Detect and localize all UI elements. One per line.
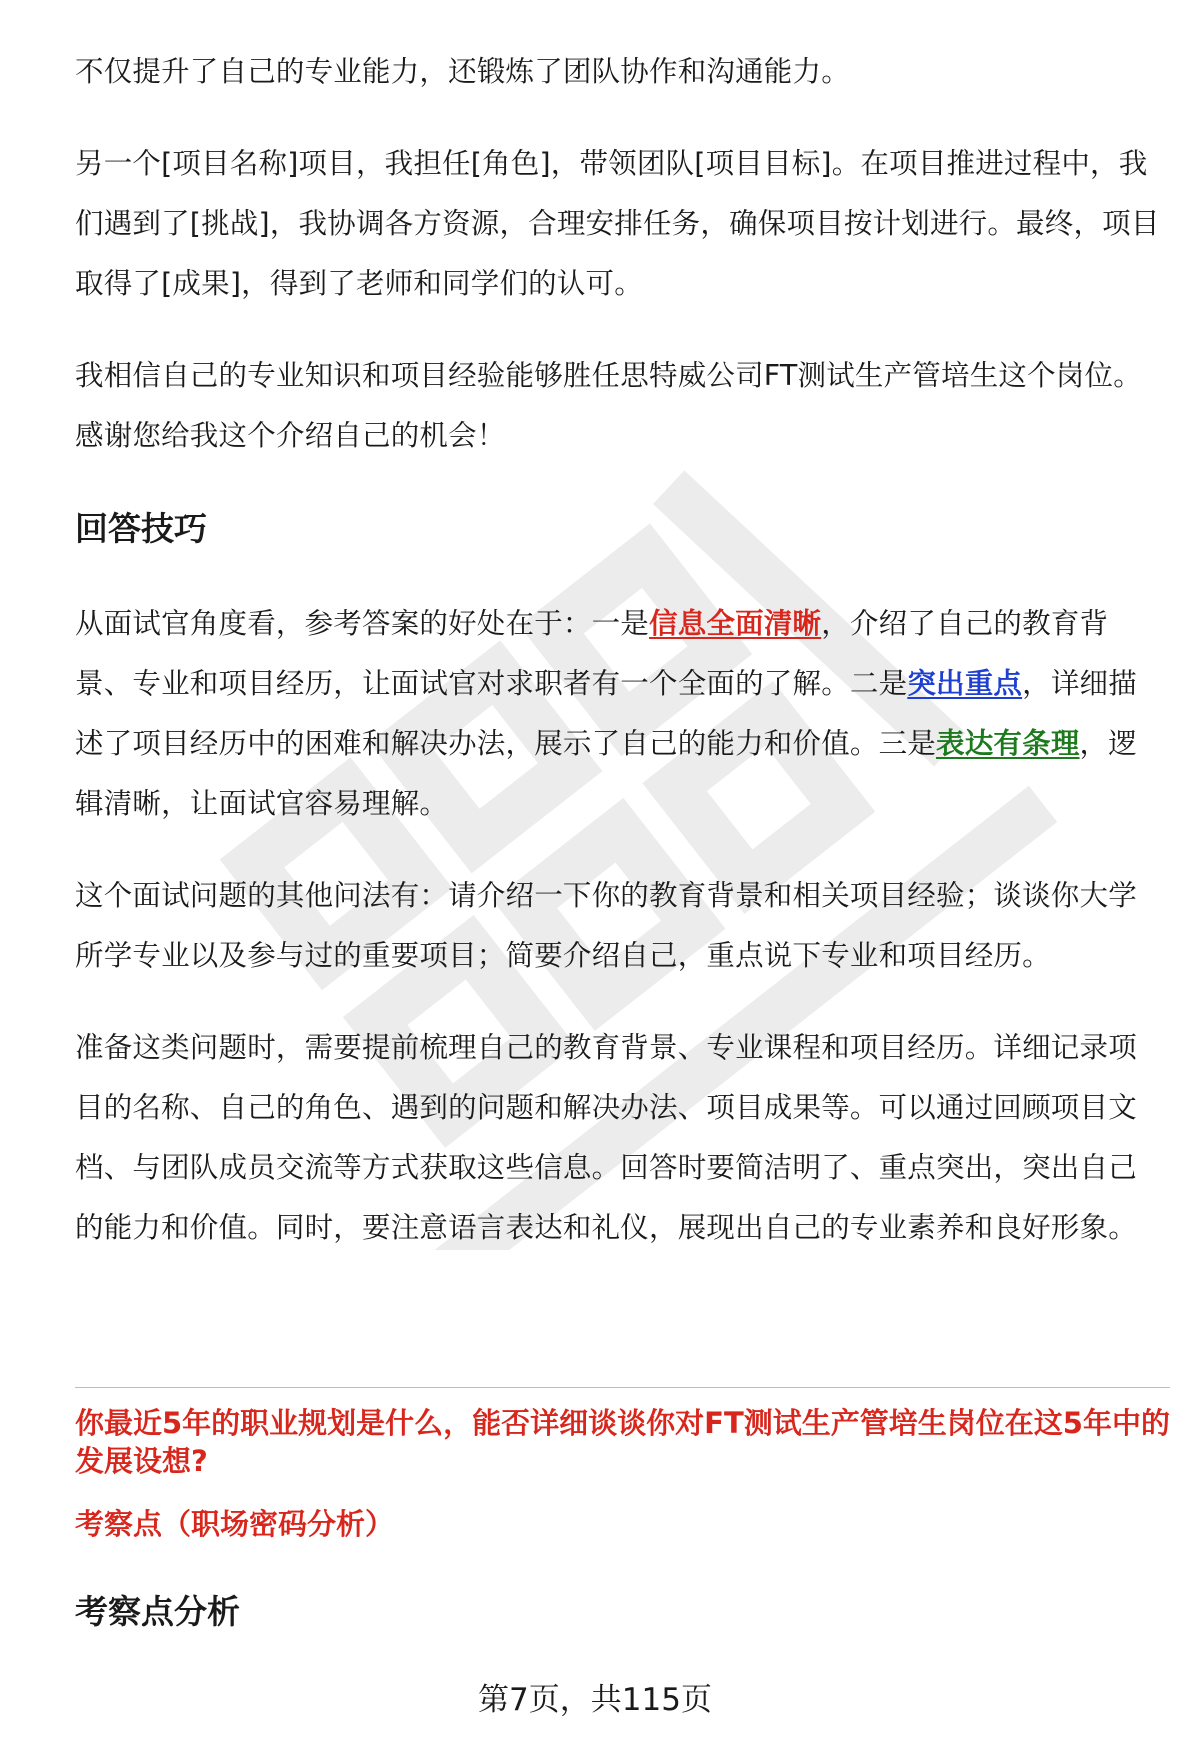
assessment-analysis-heading: 考察点分析 bbox=[75, 1592, 240, 1631]
preparation-paragraph: 准备这类问题时，需要提前梳理自己的教育背景、专业课程和项目经历。详细记录项目的名称、自己的角色、遇到的问题和解决办法、项目成果等。可以通过回顾项目文档、与团队成员交流等方式获取这些信息。回答时要简洁明了、重点突出，突出自己的能力和价值。同时，要注意语言表达和礼仪，展现出自己的专业素养和良好形象。 bbox=[75, 1031, 1137, 1244]
page-number: 第7页，共115页 bbox=[478, 1682, 712, 1718]
next-question-title: 你最近5年的职业规划是什么，能否详细谈谈你对FT测试生产管培生岗位在这5年中的发展设想? bbox=[75, 1406, 1170, 1478]
tips-text-4: ，逻辑清晰，让面试官容易理解。 bbox=[75, 727, 1137, 820]
highlight-organized: 表达有条理 bbox=[936, 727, 1080, 760]
tips-text-3: ，详细描述了项目经历中的困难和解决办法，展示了自己的能力和价值。三是 bbox=[75, 667, 1137, 760]
assessment-point-label: 考察点（职场密码分析） bbox=[75, 1507, 395, 1541]
highlight-info-clear: 信息全面清晰 bbox=[649, 607, 822, 640]
tips-text-1: 从面试官角度看，参考答案的好处在于：一是 bbox=[75, 607, 650, 640]
tips-text-2: ，介绍了自己的教育背景、专业和项目经历，让面试官对求职者有一个全面的了解。二是 bbox=[75, 607, 1109, 700]
paragraph-second-project: 另一个[项目名称]项目，我担任[角色]，带领团队[项目目标]。在项目推进过程中，我们遇到了[挑战]，我协调各方资源，合理安排任务，确保项目按计划进行。最终，项目取得了[成果]，得到了老师和同学们的认可。 bbox=[75, 147, 1160, 300]
paragraph-continuation: 不仅提升了自己的专业能力，还锻炼了团队协作和沟通能力。 bbox=[75, 55, 850, 88]
main-content bbox=[75, 42, 1165, 1290]
section-divider bbox=[75, 1387, 1170, 1388]
answer-tips-paragraph bbox=[75, 594, 1165, 834]
alternative-questions-paragraph: 这个面试问题的其他问法有：请介绍一下你的教育背景和相关项目经验；谈谈你大学所学专业以及参与过的重要项目；简要介绍自己，重点说下专业和项目经历。 bbox=[75, 879, 1137, 972]
answer-tips-heading: 回答技巧 bbox=[75, 509, 207, 548]
paragraph-closing: 我相信自己的专业知识和项目经验能够胜任思特威公司FT测试生产管培生这个岗位。感谢您给我这个介绍自己的机会！ bbox=[75, 359, 1142, 452]
highlight-key-points: 突出重点 bbox=[907, 667, 1023, 700]
